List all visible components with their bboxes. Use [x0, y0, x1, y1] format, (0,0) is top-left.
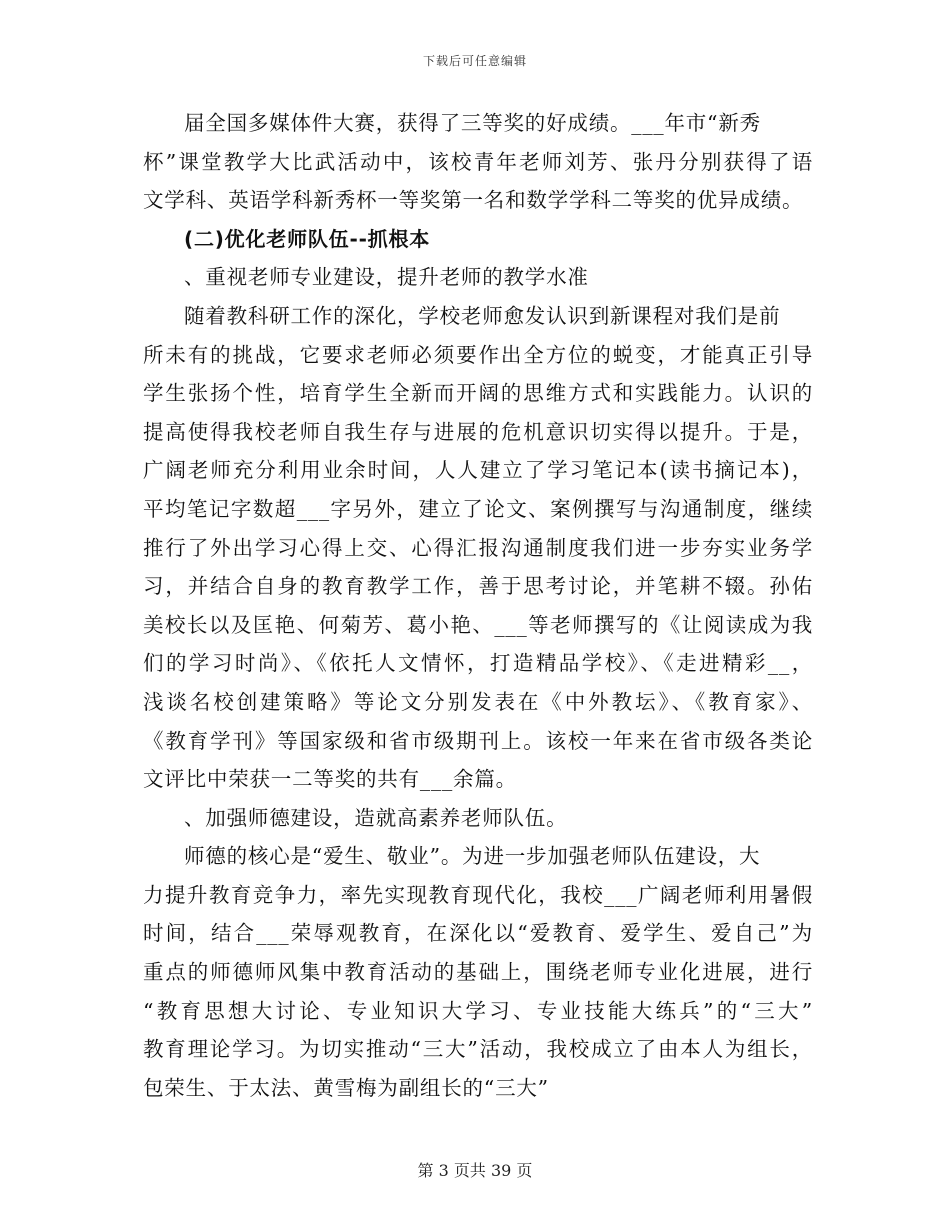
subsection-heading: 、重视老师专业建设，提升老师的教学水准 [184, 265, 589, 290]
text-line: 们的学习时尚》、《依托人文情怀，打造精品学校》、《走进精彩__， [143, 651, 813, 676]
text-line: 推行了外出学习心得上交、心得汇报沟通制度我们进一步夯实业务学 [143, 535, 813, 560]
section-heading: (二)优化老师队伍--抓根本 [184, 226, 431, 251]
text-line: 文评比中荣获一二等奖的共有___余篇。 [143, 767, 517, 792]
text-line: 重点的师德师风集中教育活动的基础上，围绕老师专业化进展，进行 [143, 960, 813, 985]
text-line: 届全国多媒体件大赛，获得了三等奖的好成绩。___年市“新秀 [184, 111, 761, 135]
text-line: 浅谈名校创建策略》等论文分别发表在《中外教坛》、《教育家》、 [143, 689, 813, 714]
text-line: 力提升教育竞争力，率先实现教育现代化，我校___广阔老师利用暑假 [143, 882, 813, 907]
text-line: 习，并结合自身的教育教学工作，善于思考讨论，并笔耕不辍。孙佑 [143, 574, 813, 599]
text-line: 提高使得我校老师自我生存与进展的危机意识切实得以提升。于是， [143, 419, 813, 444]
text-line: 平均笔记字数超___字另外，建立了论文、案例撰写与沟通制度，继续 [143, 496, 813, 521]
text-line: 杯”课堂教学大比武活动中，该校青年老师刘芳、张丹分别获得了语 [143, 149, 813, 174]
text-line: 包荣生、于太法、黄雪梅为副组长的“三大” [143, 1075, 549, 1100]
text-line: 教育理论学习。为切实推动“三大”活动，我校成立了由本人为组长， [143, 1037, 813, 1062]
page-footer: 第 3 页共 39 页 [417, 1161, 533, 1180]
text-line: 《教育学刊》等国家级和省市级期刊上。该校一年来在省市级各类论 [143, 728, 813, 753]
text-line: 时间，结合___荣辱观教育，在深化以“爱教育、爱学生、爱自己”为 [143, 921, 813, 946]
page-header: 下载后可任意编辑 [422, 54, 527, 68]
text-line: 学生张扬个性，培育学生全新而开阔的思维方式和实践能力。认识的 [143, 381, 813, 406]
subsection-heading: 、加强师德建设，造就高素养老师队伍。 [184, 805, 568, 830]
text-line: “教育思想大讨论、专业知识大学习、专业技能大练兵”的“三大” [143, 998, 813, 1023]
text-line: 广阔老师充分利用业余时间，人人建立了学习笔记本(读书摘记本)， [143, 458, 813, 483]
text-line: 所未有的挑战，它要求老师必须要作出全方位的蜕变，才能真正引导 [143, 342, 813, 367]
text-line: 美校长以及匡艳、何菊芳、葛小艳、___等老师撰写的《让阅读成为我 [143, 612, 813, 637]
text-line: 文学科、英语学科新秀杯一等奖第一名和数学学科二等奖的优异成绩。 [143, 188, 804, 213]
text-line: 师德的核心是“爱生、敬业”。为进一步加强老师队伍建设，大 [184, 844, 761, 869]
document-body [143, 104, 813, 1107]
text-line: 随着教科研工作的深化，学校老师愈发认识到新课程对我们是前 [184, 303, 781, 328]
